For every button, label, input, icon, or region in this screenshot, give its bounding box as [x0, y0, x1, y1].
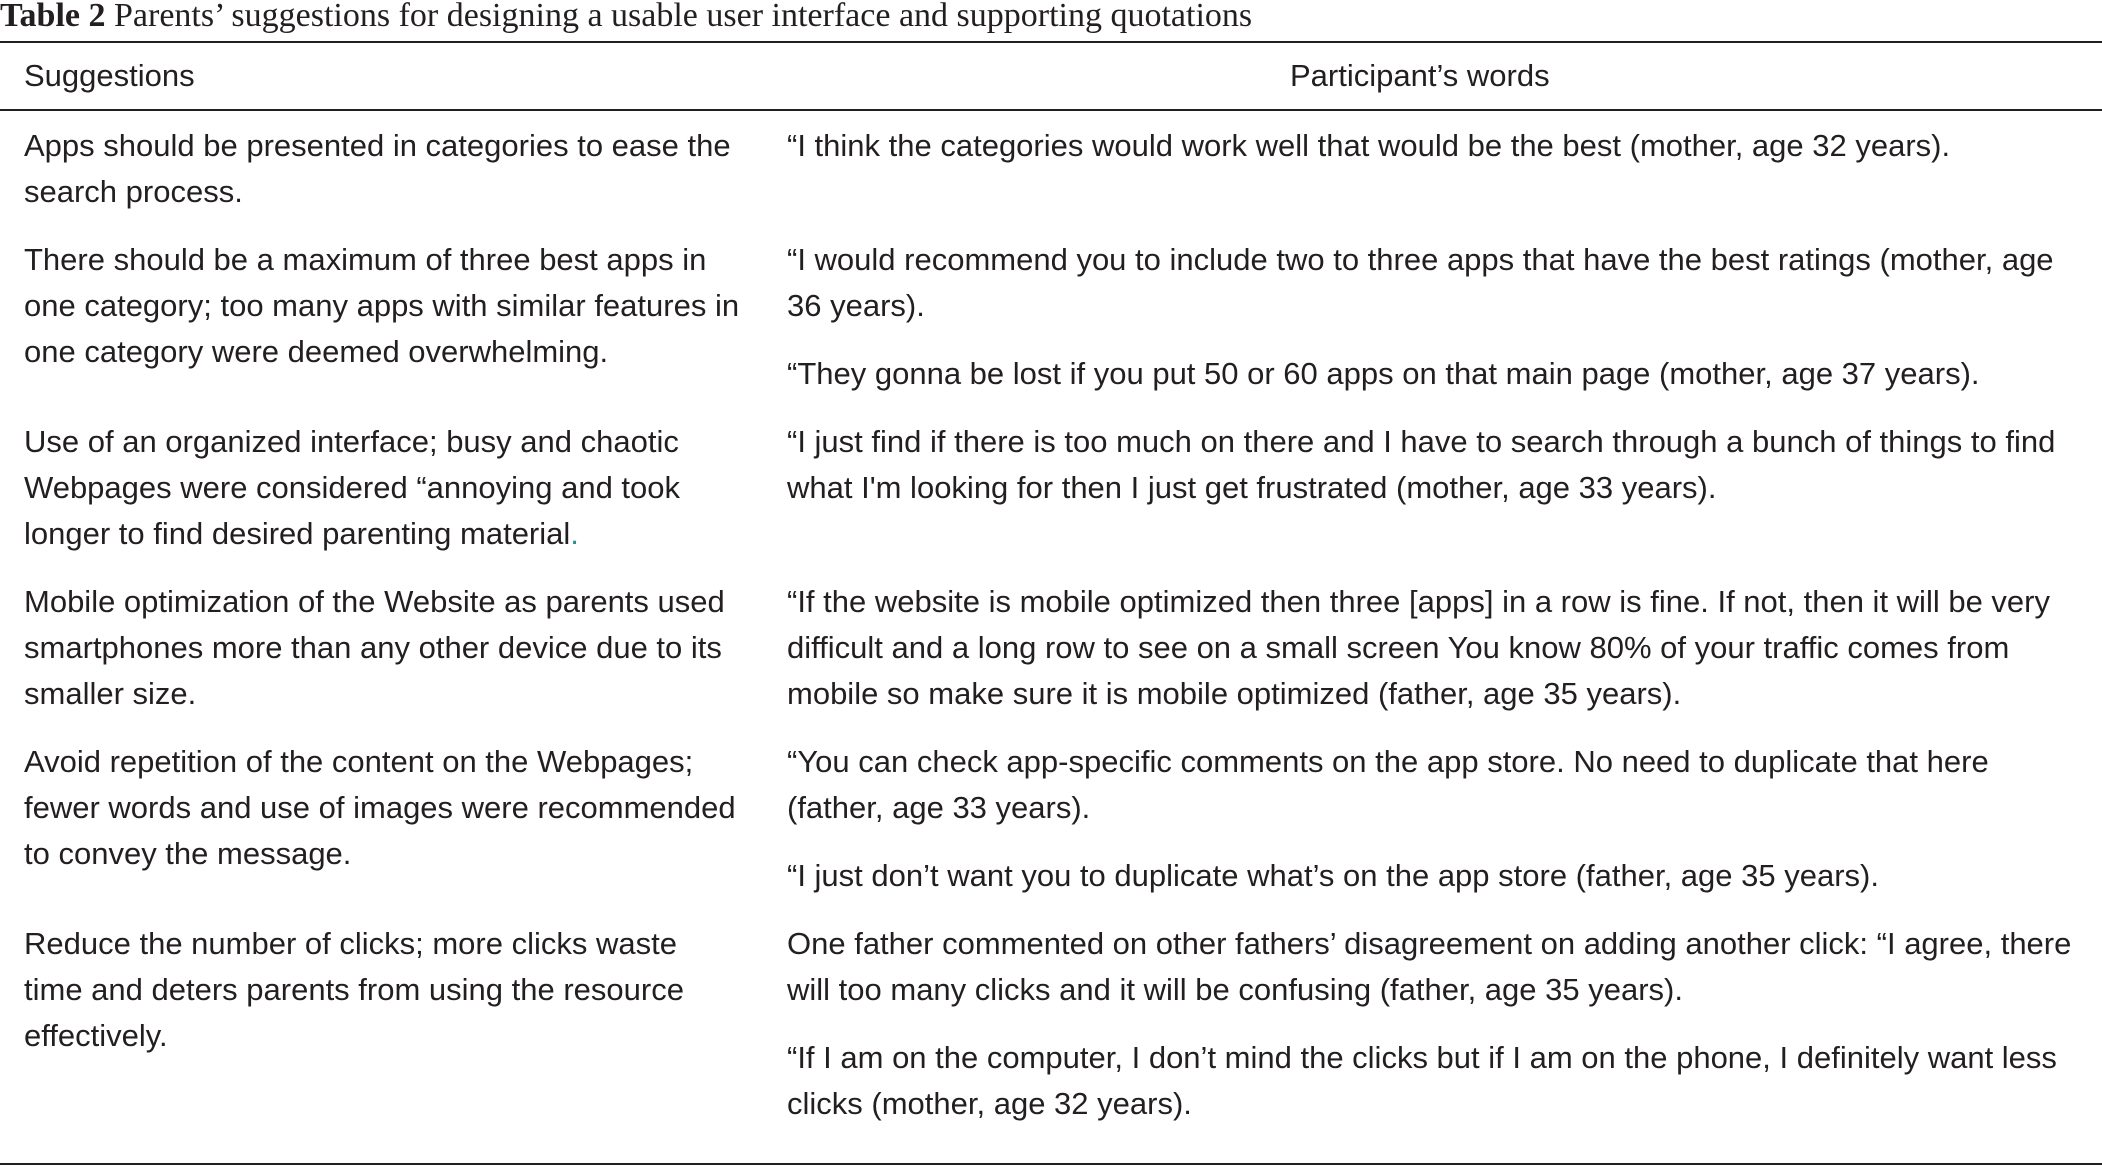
quotes-cell: [744, 419, 2077, 511]
suggestion-period: .: [570, 516, 579, 551]
table-row: [0, 419, 2102, 557]
suggestion-cell: Apps should be presented in categories to ease the search process.: [24, 128, 731, 209]
quotes-cell: [744, 237, 2077, 397]
quotes-cell: [744, 921, 2077, 1127]
suggestion-text: Use of an organized interface; busy and chaotic Webpages were considered “annoying and took longer to find desired parenting material: [24, 424, 681, 551]
suggestion-cell: [0, 419, 744, 557]
suggestion-cell: Mobile optimization of the Website as parents used smartphones more than any other device due to its smaller size.: [24, 584, 725, 711]
table-row: [0, 237, 2102, 397]
quote-text: “I just don’t want you to duplicate what’s on the app store (father, age 35 years).: [787, 858, 1879, 893]
top-rule: [0, 41, 2102, 43]
header-participants-words: Participant’s words: [1290, 58, 1550, 93]
quotes-cell: [744, 579, 2077, 717]
quote-text: “If the website is mobile optimized then three [apps] in a row is fine. If not, then it will be very difficult and a long row to see on a small screen You know 80% of your traffic comes from mobile so make sure it is mobile optimized (father, age 35 years).: [787, 584, 2050, 711]
quote-text: “They gonna be lost if you put 50 or 60 apps on that main page (mother, age 37 years).: [787, 356, 1980, 391]
table-caption: [0, 0, 1252, 36]
table-row: [0, 579, 2102, 717]
quote-text: One father commented on other fathers’ disagreement on adding another click: “I agree, there will too many clicks and it will be confusing (father, age 35 years).: [787, 926, 2072, 1007]
table-row: [0, 739, 2102, 899]
quote-text: “If I am on the computer, I don’t mind the clicks but if I am on the phone, I definitely want less clicks (mother, age 32 years).: [787, 1040, 2057, 1121]
table-caption-label: Table 2: [0, 0, 106, 34]
quote-text: “You can check app-specific comments on the app store. No need to duplicate that here (father, age 33 years).: [787, 744, 1989, 825]
quote-text: “I just find if there is too much on there and I have to search through a bunch of things to find what I'm looking for then I just get frustrated (mother, age 33 years).: [787, 424, 2056, 505]
bottom-rule: [0, 1163, 2102, 1165]
header-rule: [0, 109, 2102, 111]
header-suggestions: Suggestions: [24, 58, 195, 93]
suggestion-cell: Reduce the number of clicks; more clicks waste time and deters parents from using the resource effectively.: [24, 926, 684, 1053]
quotes-cell: [744, 123, 2077, 169]
table-caption-text: Parents’ suggestions for designing a usable user interface and supporting quotations: [114, 0, 1253, 34]
table-body: [0, 123, 2102, 1127]
quote-text: “I think the categories would work well that would be the best (mother, age 32 years).: [787, 128, 1951, 163]
table-row: [0, 921, 2102, 1127]
suggestion-cell: Avoid repetition of the content on the Webpages; fewer words and use of images were recommended to convey the message.: [24, 744, 736, 871]
quote-text: “I would recommend you to include two to three apps that have the best ratings (mother, age 36 years).: [787, 242, 2054, 323]
suggestion-cell: There should be a maximum of three best apps in one category; too many apps with similar features in one category were deemed overwhelming.: [24, 242, 740, 369]
table-row: [0, 123, 2102, 215]
quotes-cell: [744, 739, 2077, 899]
